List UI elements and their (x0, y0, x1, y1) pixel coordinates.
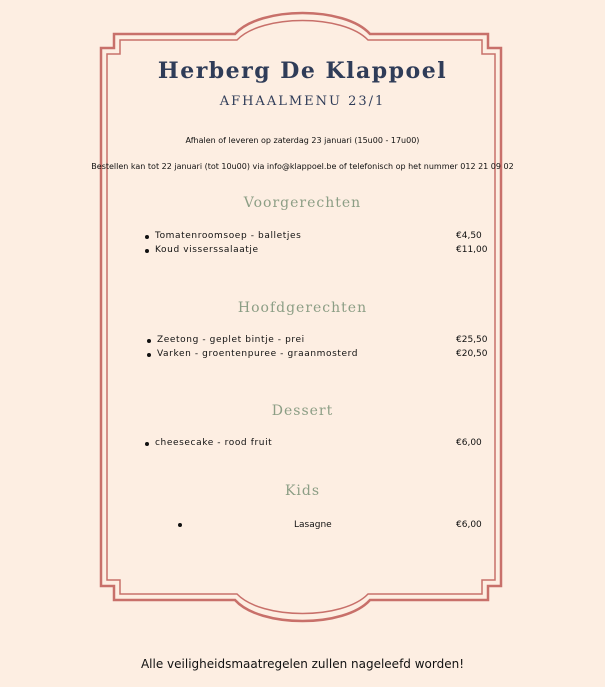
menu-item-price: €11,00 (456, 245, 488, 255)
order-info: Bestellen kan tot 22 januari (tot 10u00) via info@klappoel.be of telefonisch op het nummer 012 21 09 02 (91, 162, 514, 171)
section-title-starters: Voorgerechten (243, 195, 362, 211)
bullet-icon (145, 249, 149, 253)
menu-item-price: €20,50 (456, 349, 488, 359)
menu-subtitle: AFHAALMENU 23/1 (219, 94, 386, 109)
menu-item-name: Zeetong - geplet bintje - prei (157, 335, 305, 345)
menu-item-name: Koud visserssalaatje (155, 245, 259, 255)
menu-item-price: €25,50 (456, 335, 488, 345)
section-title-mains: Hoofdgerechten (237, 300, 368, 316)
section-title-kids: Kids (284, 483, 321, 499)
menu-item-name: Lasagne (294, 520, 332, 530)
pickup-info: Afhalen of leveren op zaterdag 23 januari (15u00 - 17u00) (185, 136, 420, 145)
bullet-icon (147, 339, 151, 343)
menu-item-name: Varken - groentenpuree - graanmosterd (157, 349, 359, 359)
bullet-icon (145, 235, 149, 239)
bullet-icon (145, 442, 149, 446)
bullet-icon (178, 523, 182, 527)
menu-item-price: €6,00 (456, 520, 482, 530)
menu-item-name: cheesecake - rood fruit (155, 438, 273, 448)
bullet-icon (147, 353, 151, 357)
menu-item-name: Tomatenroomsoep - balletjes (155, 231, 302, 241)
menu-item-price: €4,50 (456, 231, 482, 241)
restaurant-title: Herberg De Klappoel (157, 58, 448, 84)
safety-notice: Alle veiligheidsmaatregelen zullen nageleefd worden! (140, 657, 465, 671)
menu-item-price: €6,00 (456, 438, 482, 448)
section-title-dessert: Dessert (271, 403, 334, 419)
